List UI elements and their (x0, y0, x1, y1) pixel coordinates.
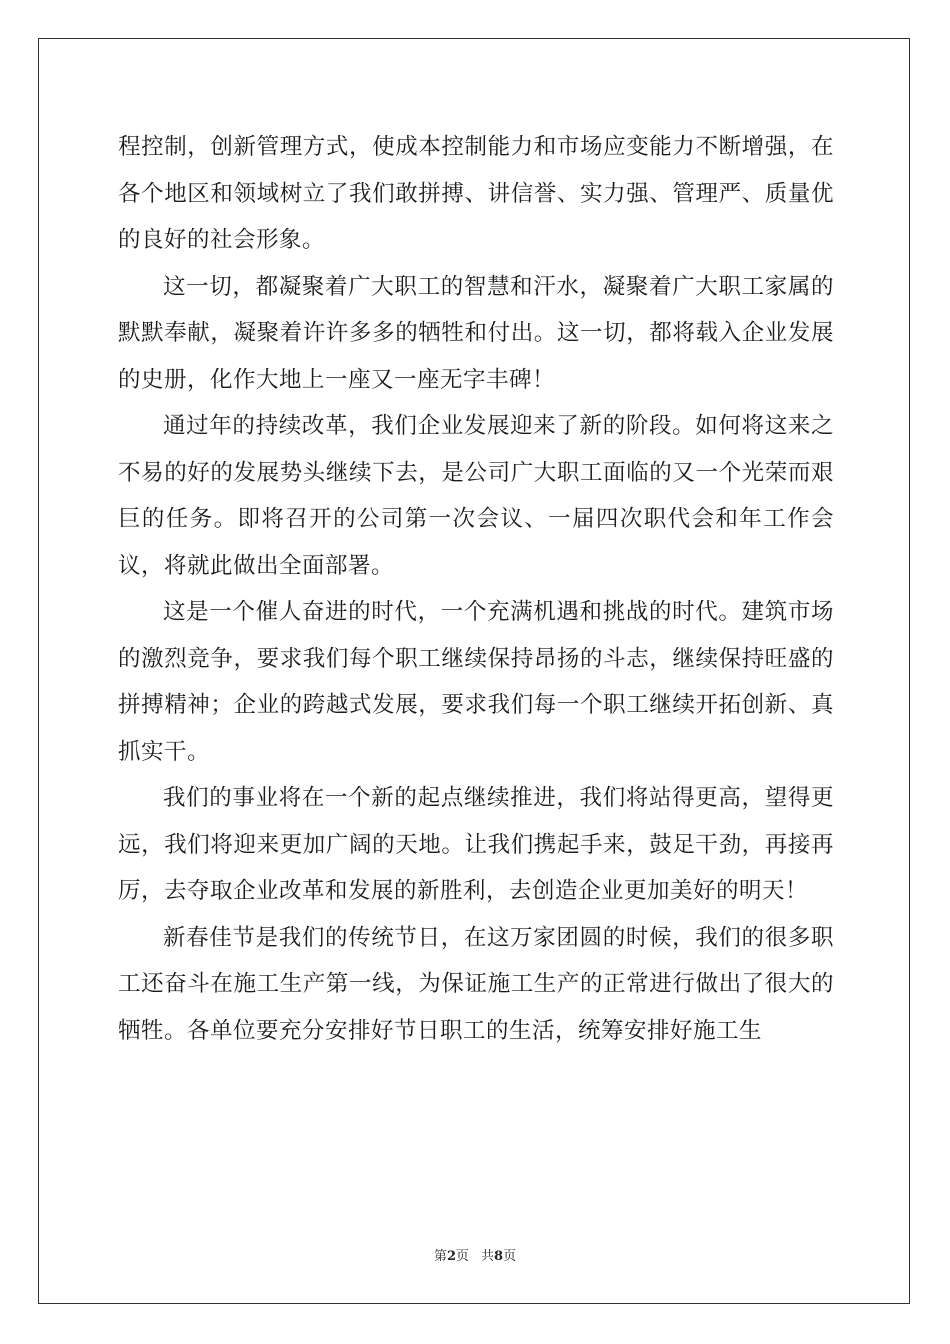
document-body (118, 124, 834, 1054)
total-suffix: 页 (503, 1249, 517, 1264)
page-prefix: 第 (433, 1249, 447, 1264)
page-suffix: 页 (455, 1249, 469, 1264)
paragraph-1: 程控制，创新管理方式，使成本控制能力和市场应变能力不断增强，在各个地区和领域树立了我们敢拼搏、讲信誉、实力强、管理严、质量优的良好的社会形象。 (118, 134, 834, 253)
paragraph-2: 这一切，都凝聚着广大职工的智慧和汗水，凝聚着广大职工家属的默默奉献，凝聚着许许多多的牺牲和付出。这一切，都将载入企业发展的史册，化作大地上一座又一座无字丰碑！ (118, 273, 834, 393)
page-footer (0, 1248, 950, 1266)
paragraph-5: 我们的事业将在一个新的起点继续推进，我们将站得更高，望得更远，我们将迎来更加广阔的天地。让我们携起手来，鼓足干劲，再接再厉，去夺取企业改革和发展的新胜利，去创造企业更加美好的明天！ (118, 785, 834, 904)
total-prefix: 共 (481, 1249, 495, 1264)
paragraph-6: 新春佳节是我们的传统节日，在这万家团圆的时候，我们的很多职工还奋斗在施工生产第一线，为保证施工生产的正常进行做出了很大的牺牲。各单位要充分安排好节日职工的生活，统筹安排好施工生 (118, 924, 834, 1044)
paragraph-3: 通过年的持续改革，我们企业发展迎来了新的阶段。如何将这来之不易的好的发展势头继续下去，是公司广大职工面临的又一个光荣而艰巨的任务。即将召开的公司第一次会议、一届四次职代会和年工作会议，将就此做出全面部署。 (118, 413, 834, 579)
page-total: 8 (494, 1249, 504, 1264)
page-current: 2 (446, 1249, 456, 1264)
paragraph-4: 这是一个催人奋进的时代，一个充满机遇和挑战的时代。建筑市场的激烈竞争，要求我们每个职工继续保持昂扬的斗志，继续保持旺盛的拼搏精神；企业的跨越式发展，要求我们每一个职工继续开拓创新、真抓实干。 (118, 599, 834, 765)
